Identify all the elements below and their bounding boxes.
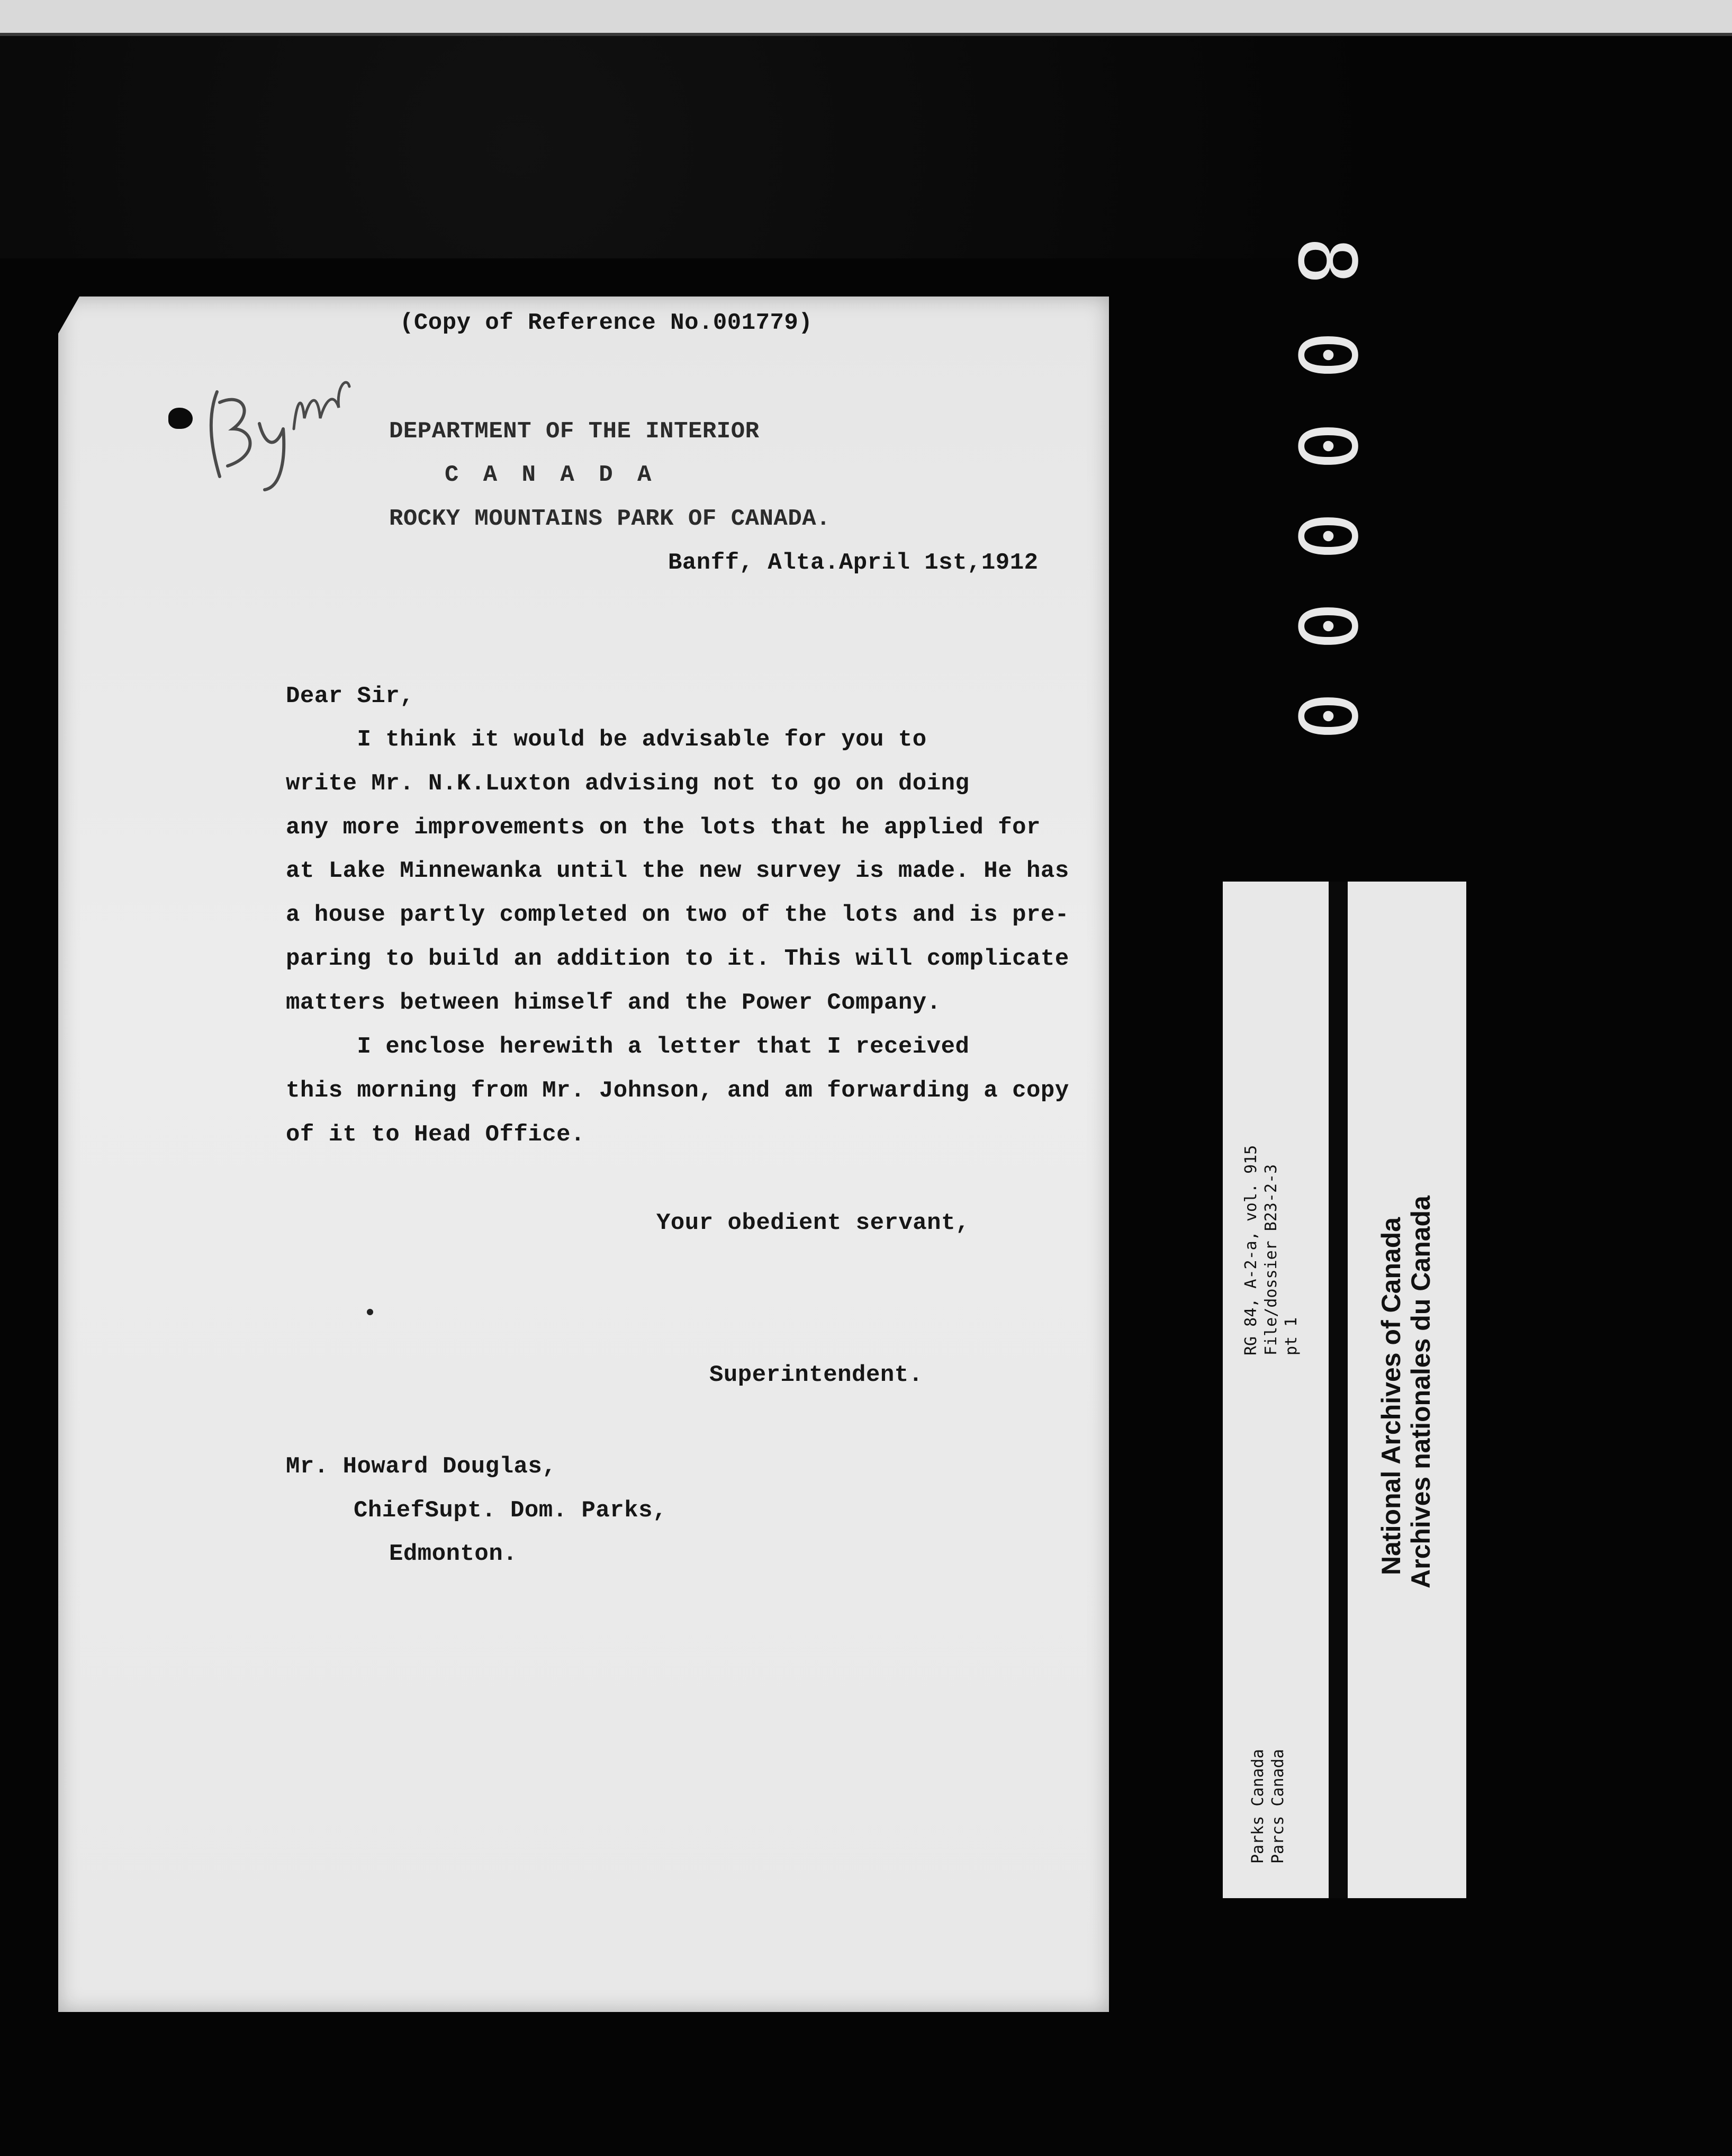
frame-digit: 0 [1280,602,1373,650]
addressee-name: Mr. Howard Douglas, [286,1453,557,1480]
place-date: Banff, Alta.April 1st,1912 [668,550,1039,576]
institution-en: National Archives of Canada [1376,1217,1406,1575]
salutation: Dear Sir, [286,683,414,709]
frame-digit: 0 [1280,331,1373,379]
frame-number [1280,222,1373,784]
folded-corner [58,297,79,334]
body-line: write Mr. N.K.Luxton advising not to go on doing [286,770,970,797]
handwritten-note [196,371,355,492]
paper-speck [367,1309,373,1315]
body-line: paring to build an addition to it. This will complicate [286,946,1069,972]
archive-part: pt 1 [1282,1317,1301,1355]
source-fr: Parcs Canada [1269,1749,1287,1864]
signature-title: Superintendent. [709,1362,923,1388]
ink-blot [168,408,193,429]
label-divider [1329,882,1348,1898]
letterhead-country: C A N A D A [445,462,657,488]
frame-digit: 0 [1280,512,1373,560]
body-line: of it to Head Office. [286,1121,585,1148]
body-line: a house partly completed on two of the lots and is pre- [286,902,1069,928]
addressee-city: Edmonton. [389,1541,518,1567]
body-line: I think it would be advisable for you to [286,726,927,753]
letterhead-department: DEPARTMENT OF THE INTERIOR [389,418,760,445]
frame-digit: 0 [1280,692,1373,740]
film-background [0,36,1732,258]
archive-reference: RG 84, A-2-a, vol. 915 [1242,1145,1260,1355]
copy-reference: (Copy of Reference No.001779) [400,310,813,336]
film-top-band [0,0,1732,33]
institution-fr: Archives nationales du Canada [1406,1196,1436,1588]
frame-digit: 0 [1280,422,1373,470]
frame-digit: 8 [1280,237,1373,285]
body-line: any more improvements on the lots that he applied for [286,814,1041,841]
letterhead-park: ROCKY MOUNTAINS PARK OF CANADA. [389,506,831,532]
closing: Your obedient servant, [656,1210,970,1236]
body-line: matters between himself and the Power Company. [286,990,941,1016]
body-line: I enclose herewith a letter that I received [286,1034,970,1060]
archive-file: File/dossier B23-2-3 [1262,1164,1280,1355]
body-line: this morning from Mr. Johnson, and am forwarding a copy [286,1077,1069,1104]
addressee-title: ChiefSupt. Dom. Parks, [354,1497,667,1524]
source-en: Parks Canada [1249,1749,1267,1864]
body-line: at Lake Minnewanka until the new survey is made. He has [286,858,1069,884]
